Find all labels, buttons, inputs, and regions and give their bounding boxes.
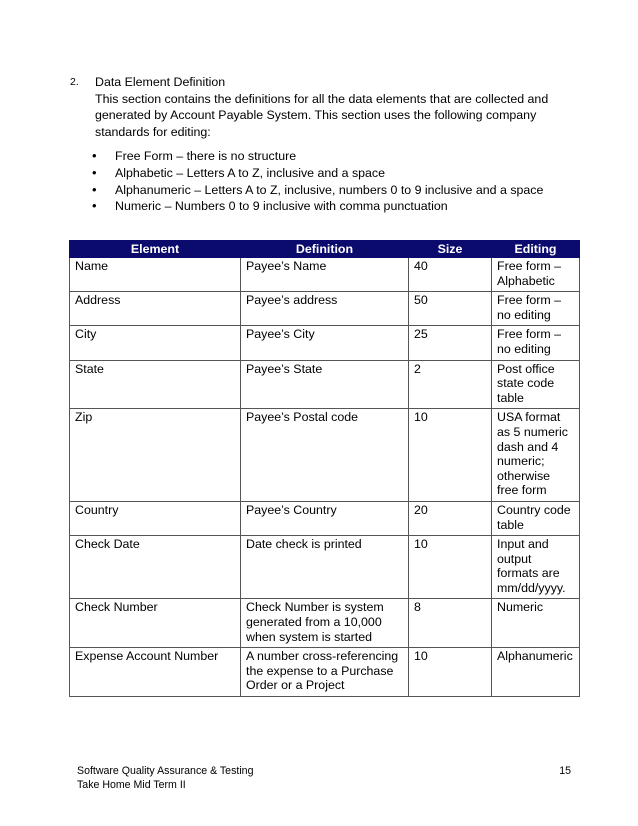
cell-line: Numeric	[497, 600, 544, 615]
intro-line: generated by Account Payable System. This section uses the following company	[95, 108, 537, 122]
cell-definition	[241, 648, 409, 697]
table-row	[70, 409, 580, 502]
cell-size: 10	[409, 409, 492, 502]
section-data-element-definition	[70, 74, 570, 215]
cell-line: Alphanumeric	[497, 649, 573, 664]
table-row	[70, 501, 580, 535]
section-number: 2.	[70, 76, 79, 88]
footer-course: Software Quality Assurance & Testing	[77, 765, 254, 777]
cell-line: Payee’s address	[246, 293, 338, 308]
cell-line: free form	[497, 483, 547, 498]
cell-element: Name	[70, 258, 241, 292]
cell-line: formats are	[497, 566, 560, 581]
cell-editing	[492, 409, 580, 502]
cell-editing	[492, 599, 580, 648]
cell-element: Address	[70, 292, 241, 326]
cell-editing	[492, 501, 580, 535]
cell-definition	[241, 326, 409, 360]
cell-line: Payee’s Name	[246, 259, 327, 273]
cell-size: 10	[409, 536, 492, 599]
cell-editing	[492, 326, 580, 360]
cell-line: state code	[497, 376, 555, 391]
cell-line: mm/dd/yyyy.	[497, 580, 566, 595]
cell-size: 20	[409, 501, 492, 535]
cell-size: 50	[409, 292, 492, 326]
intro-line: standards for editing:	[95, 124, 211, 139]
header-size: Size	[409, 241, 492, 258]
table-header-row	[70, 241, 580, 258]
list-item: • Alphanumeric – Letters A to Z, inclusive, numbers 0 to 9 inclusive and a space	[92, 181, 544, 197]
cell-line: Free form –	[497, 259, 562, 273]
cell-editing	[492, 360, 580, 409]
cell-line: numeric;	[497, 454, 545, 469]
cell-size: 10	[409, 648, 492, 697]
cell-line: dash and 4	[497, 439, 559, 454]
cell-line: Payee’s State	[246, 361, 323, 376]
cell-line: Free form –	[497, 293, 562, 308]
intro-line: This section contains the definitions for all the data elements that are collected and	[95, 91, 549, 106]
cell-line: as 5 numeric	[497, 424, 568, 439]
cell-definition	[241, 501, 409, 535]
table-row	[70, 648, 580, 697]
cell-line: Input and	[497, 537, 549, 552]
bullet-icon: •	[92, 148, 97, 163]
table-row	[70, 326, 580, 360]
table-row	[70, 258, 580, 292]
cell-line: A number cross-referencing	[246, 649, 399, 664]
cell-line: the expense to a Purchase	[246, 663, 394, 678]
editing-standards-list	[70, 148, 570, 215]
list-item: • Free Form – there is no structure	[92, 148, 297, 163]
table-row	[70, 292, 580, 326]
cell-line: table	[497, 390, 524, 405]
cell-editing	[492, 292, 580, 326]
table-row	[70, 360, 580, 409]
cell-line: table	[497, 517, 524, 532]
cell-line: no editing	[497, 341, 551, 356]
cell-line: Free form –	[497, 327, 562, 342]
list-item: • Numeric – Numbers 0 to 9 inclusive with comma punctuation	[92, 198, 448, 214]
bullet-icon: •	[92, 164, 97, 180]
cell-definition	[241, 292, 409, 326]
cell-definition	[241, 536, 409, 599]
bullet-icon: •	[92, 198, 97, 214]
cell-element: City	[70, 326, 241, 360]
cell-line: Payee’s Postal code	[246, 410, 359, 425]
list-item: • Alphabetic – Letters A to Z, inclusive and a space	[92, 164, 386, 180]
cell-element: Expense Account Number	[70, 648, 241, 697]
cell-definition	[241, 409, 409, 502]
header-definition: Definition	[241, 241, 409, 258]
cell-line: Check Number is system	[246, 600, 384, 615]
bullet-icon: •	[92, 181, 97, 197]
page-footer	[77, 764, 579, 792]
section-title: Data Element Definition	[95, 75, 226, 89]
cell-line: Post office	[497, 361, 555, 376]
cell-element: Zip	[70, 409, 241, 502]
cell-editing	[492, 536, 580, 599]
cell-definition	[241, 360, 409, 409]
cell-element: Check Number	[70, 599, 241, 648]
cell-line: no editing	[497, 307, 551, 322]
cell-element: Check Date	[70, 536, 241, 599]
data-element-table	[69, 240, 580, 697]
cell-line: Date check is printed	[246, 537, 362, 552]
table-row	[70, 536, 580, 599]
cell-element: State	[70, 360, 241, 409]
cell-size: 8	[409, 599, 492, 648]
cell-line: generated from a 10,000	[246, 615, 382, 630]
table-row	[70, 599, 580, 648]
cell-line: USA format	[497, 410, 561, 425]
cell-line: otherwise	[497, 468, 551, 483]
section-intro	[95, 91, 570, 141]
cell-size: 40	[409, 258, 492, 292]
cell-editing	[492, 648, 580, 697]
cell-size: 2	[409, 360, 492, 409]
cell-line: Order or a Project	[246, 678, 345, 693]
cell-line: Alphabetic	[497, 273, 555, 288]
footer-assignment: Take Home Mid Term II	[77, 779, 186, 791]
header-element: Element	[70, 241, 241, 258]
cell-size: 25	[409, 326, 492, 360]
cell-definition	[241, 599, 409, 648]
page-number: 15	[559, 765, 571, 777]
header-editing: Editing	[492, 241, 580, 258]
cell-line: when system is started	[246, 629, 373, 644]
cell-element: Country	[70, 501, 241, 535]
cell-definition	[241, 258, 409, 292]
cell-editing	[492, 258, 580, 292]
cell-line: output	[497, 551, 532, 566]
cell-line: Payee’s City	[246, 327, 315, 342]
cell-line: Payee’s Country	[246, 502, 337, 517]
cell-line: Country code	[497, 502, 571, 517]
